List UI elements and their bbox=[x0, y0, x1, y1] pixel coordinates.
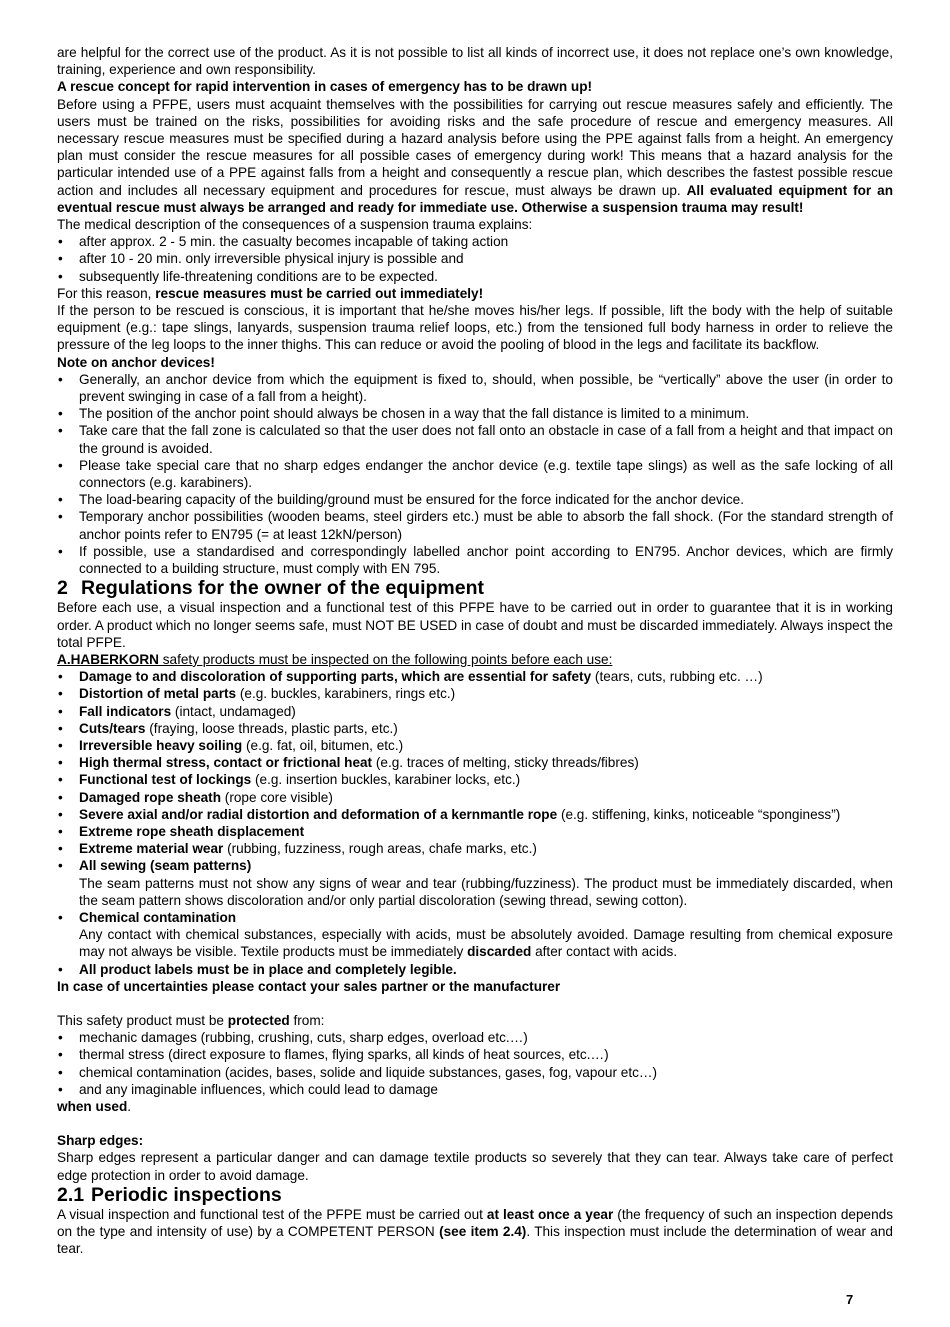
list-item-labels: • All product labels must be in place and completely legible. bbox=[57, 961, 893, 978]
spacer bbox=[57, 995, 893, 1012]
list-item: • mechanic damages (rubbing, crushing, cuts, sharp edges, overload etc.…) bbox=[57, 1029, 893, 1046]
list-item: • Take care that the fall zone is calculated so that the user does not fall onto an obstacle in case of a fall from a height and that impact on the ground is avoided. bbox=[57, 422, 893, 456]
section-2-paragraph: Before each use, a visual inspection and a functional test of this PFPE have to be carried out in order to guarantee that it is in working order. A product which no longer seems safe, must NOT BE USED in case of doubt and must be discarded immediately. Always inspect the total PFPE. bbox=[57, 600, 893, 650]
list-item: • Extreme material wear (rubbing, fuzziness, rough areas, chafe marks, etc.) bbox=[57, 840, 893, 857]
intro-tail-paragraph: are helpful for the correct use of the product. As it is not possible to list all kinds of incorrect use, it does not replace one’s own knowledge, training, experience and own responsibility. bbox=[57, 45, 893, 78]
list-item-chemical: • Chemical contamination Any contact with chemical substances, especially with acids, must be absolutely avoided. Damage resulting from chemical exposure may not always be visible. Textile products must be immediately discarded after contact with acids. bbox=[57, 909, 893, 961]
list-item: • Distortion of metal parts (e.g. buckles, karabiners, rings etc.) bbox=[57, 685, 893, 702]
conscious-paragraph: If the person to be rescued is conscious, it is important that he/she moves his/her legs. If possible, lift the body with the help of suitable equipment (e.g.: tape slings, lanyards, suspension trauma relief loops, etc.) from the tensioned full body harness in order to relieve the pressure of the leg loops to the inner thighs. This can reduce or avoid the pooling of blood in the legs and facilitate its backflow. bbox=[57, 303, 893, 353]
protected-list bbox=[57, 1029, 893, 1098]
list-item: • Cuts/tears (fraying, loose threads, plastic parts, etc.) bbox=[57, 720, 893, 737]
list-item: • Temporary anchor possibilities (wooden beams, steel girders etc.) must be able to absorb the fall shock. (For the standard strength of anchor points refer to EN795 (= at least 12kN/person) bbox=[57, 508, 893, 542]
page-number: 7 bbox=[846, 1292, 854, 1307]
list-item: • Damaged rope sheath (rope core visible) bbox=[57, 789, 893, 806]
document-page bbox=[57, 44, 893, 1257]
periodic-paragraph: A visual inspection and functional test of the PFPE must be carried out at least once a year (the frequency of such an inspection depends on the type and intensity of use) by a COMPETENT PERSON (see item 2.4). This inspection must include the determination of wear and tear. bbox=[57, 1206, 893, 1257]
inspection-list bbox=[57, 668, 893, 978]
list-item: • chemical contamination (acides, bases, solide and liquide substances, gases, fog, vapour etc…) bbox=[57, 1064, 893, 1081]
list-item: • High thermal stress, contact or frictional heat (e.g. traces of melting, sticky threads/fibres) bbox=[57, 754, 893, 771]
list-item: • Irreversible heavy soiling (e.g. fat, oil, bitumen, etc.) bbox=[57, 737, 893, 754]
spacer bbox=[57, 1115, 893, 1132]
list-item: • The load-bearing capacity of the building/ground must be ensured for the force indicated for the anchor device. bbox=[57, 491, 893, 508]
list-item: • Generally, an anchor device from which the equipment is fixed to, should, when possible, be “vertically” above the user (in order to prevent swinging in case of a fall from a height). bbox=[57, 371, 893, 405]
list-item: • after 10 - 20 min. only irreversible physical injury is possible and bbox=[57, 250, 893, 267]
list-item: • thermal stress (direct exposure to flames, flying sparks, all kinds of heat sources, etc.…) bbox=[57, 1046, 893, 1063]
anchor-list bbox=[57, 371, 893, 577]
medical-intro: The medical description of the consequences of a suspension trauma explains: bbox=[57, 217, 533, 233]
uncertainties-note: In case of uncertainties please contact your sales partner or the manufacturer bbox=[57, 978, 561, 994]
list-item: • Please take special care that no sharp edges endanger the anchor device (e.g. textile tape slings) as well as the safe locking of all connectors (e.g. karabiners). bbox=[57, 457, 893, 491]
list-item: • subsequently life-threatening conditions are to be expected. bbox=[57, 268, 893, 285]
list-item: • The position of the anchor point should always be chosen in a way that the fall distance is limited to a minimum. bbox=[57, 405, 893, 422]
list-item: • after approx. 2 - 5 min. the casualty becomes incapable of taking action bbox=[57, 233, 893, 250]
medical-list bbox=[57, 233, 893, 285]
list-item-sewing: • All sewing (seam patterns) The seam patterns must not show any signs of wear and tear (rubbing/fuzziness). The product must be immediately discarded, when the seam pattern shows discoloration and/or only partial discoloration (sewing thread, sewing cotton). bbox=[57, 857, 893, 909]
list-item: • and any imaginable influences, which could lead to damage bbox=[57, 1081, 893, 1098]
sharp-edges-paragraph: Sharp edges represent a particular danger and can damage textile products so severely that they can tear. Always take care of perfect edge protection in order to avoid damage. bbox=[57, 1150, 893, 1183]
list-item: • Functional test of lockings (e.g. insertion buckles, karabiner locks, etc.) bbox=[57, 771, 893, 788]
sharp-edges-heading: Sharp edges: bbox=[57, 1133, 144, 1149]
list-item: • If possible, use a standardised and correspondingly labelled anchor point according to EN795. Anchor devices, which are firmly connected to a building structure, must comply with EN 795. bbox=[57, 543, 893, 577]
rescue-heading: A rescue concept for rapid intervention in cases of emergency has to be drawn up! bbox=[57, 79, 593, 95]
inspect-intro: A.HABERKORN safety products must be inspected on the following points before each use: bbox=[57, 651, 613, 667]
protected-intro: This safety product must be protected from: bbox=[57, 1012, 325, 1028]
rescue-paragraph: Before using a PFPE, users must acquaint themselves with the possibilities for carrying out rescue measures safely and efficiently. The users must be trained on the risks, possibilities for avoiding risks and the safe procedure of rescue and emergency measures. All necessary rescue measures must be specified during a hazard analysis before using the PPE against falls from a height. An emergency plan must consider the rescue measures for all possible cases of emergency during work! This means that a hazard analysis for the particular intended use of a PPE against falls from a height and consequently a rescue plan, which describes the fastest possible rescue action and includes all necessary equipment and procedures for rescue, must always be drawn up. All evaluated equipment for an eventual rescue must always be arranged and ready for immediate use. Otherwise a suspension trauma may result! bbox=[57, 96, 893, 215]
list-item: • Severe axial and/or radial distortion and deformation of a kernmantle rope (e.g. stiffening, kinks, noticeable “sponginess”) bbox=[57, 806, 893, 823]
list-item: • Extreme rope sheath displacement bbox=[57, 823, 893, 840]
list-item: • Fall indicators (intact, undamaged) bbox=[57, 703, 893, 720]
section-2-heading: 2 Regulations for the owner of the equipment bbox=[57, 577, 485, 600]
list-item: • Damage to and discoloration of supporting parts, which are essential for safety (tears, cuts, rubbing etc. …) bbox=[57, 668, 893, 685]
anchor-heading: Note on anchor devices! bbox=[57, 354, 215, 370]
section-2-1-heading: 2.1 Periodic inspections bbox=[57, 1183, 282, 1206]
when-used: when used. bbox=[57, 1098, 132, 1114]
reason-paragraph: For this reason, rescue measures must be carried out immediately! bbox=[57, 285, 484, 301]
